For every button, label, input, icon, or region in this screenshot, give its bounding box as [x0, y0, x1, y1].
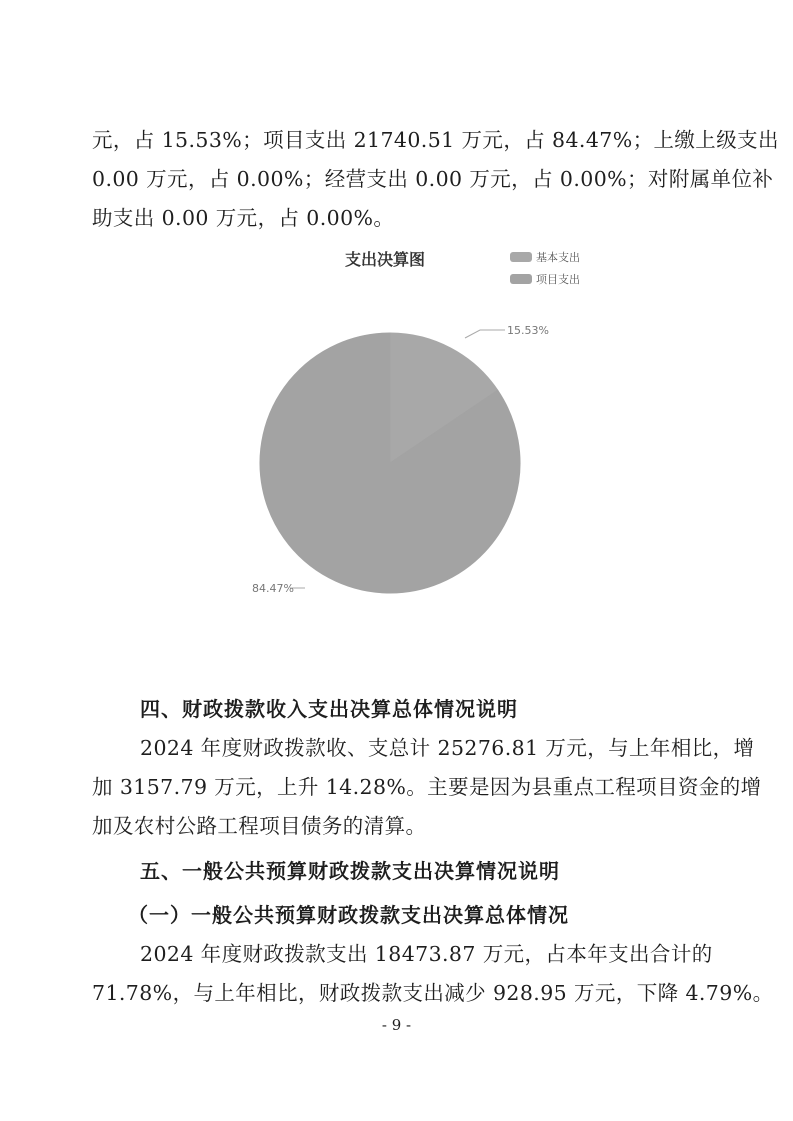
intro-line-1: 元，占 15.53%；项目支出 21740.51 万元，占 84.47%；上缴上级支出: [92, 128, 779, 152]
legend-label-project: 项目支出: [536, 273, 580, 286]
legend-swatch-basic: [510, 252, 532, 262]
slice-label-basic: 15.53%: [507, 324, 549, 337]
legend-label-basic: 基本支出: [536, 251, 580, 264]
section5-line-1: 2024 年度财政拨款支出 18473.87 万元，占本年支出合计的: [140, 942, 713, 966]
expenditure-pie-chart: [230, 240, 610, 620]
section5-heading: 五、一般公共预算财政拨款支出决算情况说明: [140, 859, 560, 883]
legend-swatch-project: [510, 274, 532, 284]
section5-line-2: 71.78%，与上年相比，财政拨款支出减少 928.95 万元，下降 4.79%。: [92, 981, 774, 1005]
slice-label-project: 84.47%: [252, 582, 294, 595]
section4-heading: 四、财政拨款收入支出决算总体情况说明: [140, 697, 518, 721]
intro-line-3: 助支出 0.00 万元，占 0.00%。: [92, 206, 395, 230]
section4-line-3: 加及农村公路工程项目债务的清算。: [92, 814, 427, 838]
label-leader-basic: [465, 330, 505, 338]
intro-line-2: 0.00 万元，占 0.00%；经营支出 0.00 万元，占 0.00%；对附属单位补: [92, 167, 774, 191]
section4-line-2: 加 3157.79 万元，上升 14.28%。主要是因为县重点工程项目资金的增: [92, 775, 762, 799]
page-number: - 9 -: [381, 1016, 412, 1034]
pie-slices: [260, 333, 520, 593]
chart-title: 支出决算图: [345, 250, 426, 269]
section4-line-1: 2024 年度财政拨款收、支总计 25276.81 万元，与上年相比，增: [140, 736, 755, 760]
section5-subheading: （一）一般公共预算财政拨款支出决算总体情况: [128, 903, 569, 927]
